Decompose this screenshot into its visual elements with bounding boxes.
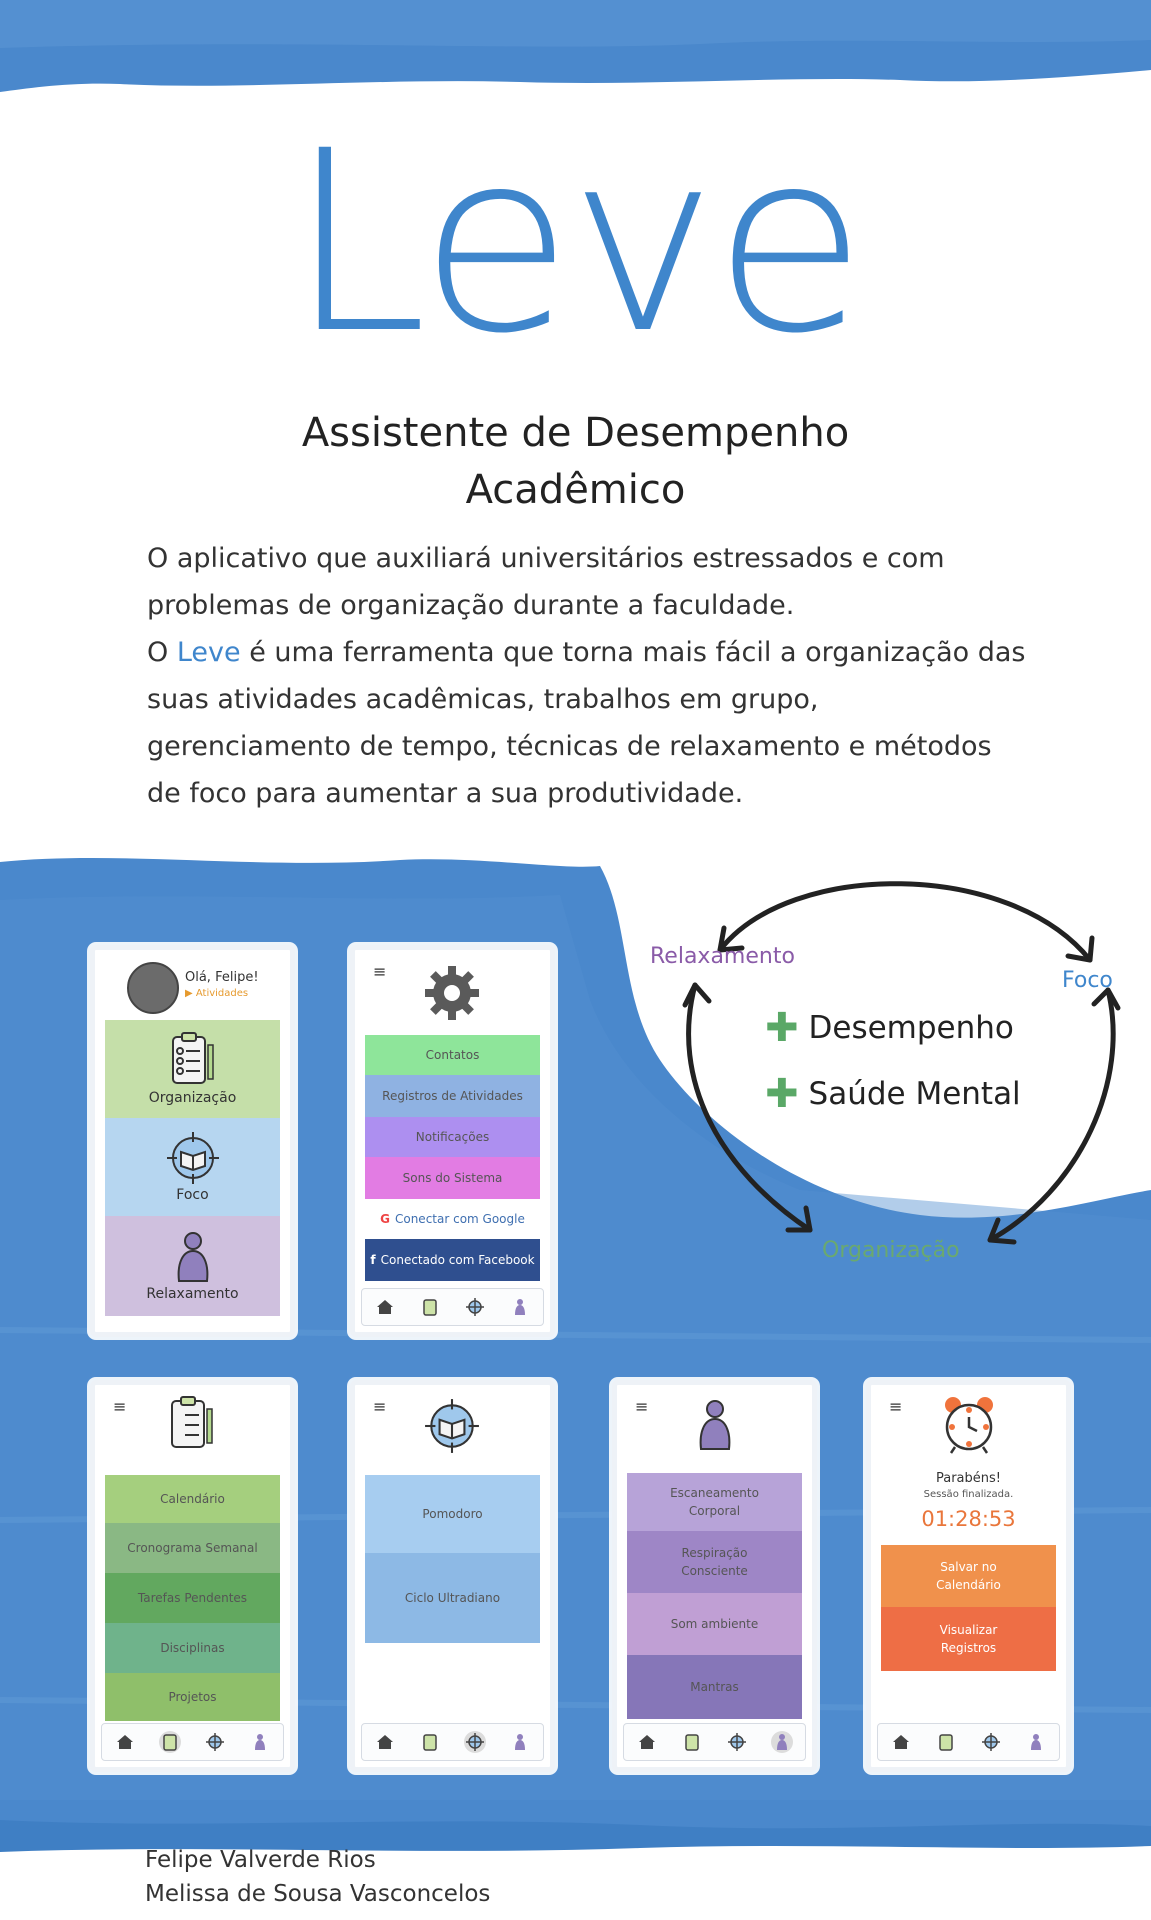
meditation-icon: [171, 1229, 215, 1285]
cycle-label-relaxamento: Relaxamento: [650, 944, 795, 969]
nav-clipboard-icon[interactable]: [419, 1296, 441, 1318]
cycle-label-foco: Foco: [1062, 968, 1113, 993]
arrowhead-left-top: [685, 985, 709, 1005]
benefit-saude-mental: [765, 1071, 1021, 1117]
org-item-calendario[interactable]: Calendário: [105, 1475, 280, 1523]
bottom-nav: [877, 1723, 1060, 1761]
view-records-button[interactable]: Visualizar Registros: [881, 1607, 1056, 1671]
plus-icon: ✚: [765, 1071, 799, 1117]
nav-home-icon[interactable]: [636, 1731, 658, 1753]
nav-clipboard-icon[interactable]: [681, 1731, 703, 1753]
org-item-cronograma[interactable]: Cronograma Semanal: [105, 1523, 280, 1573]
nav-relax-icon[interactable]: [509, 1296, 531, 1318]
menu-icon[interactable]: ≡: [635, 1397, 649, 1416]
greeting: Olá, Felipe!: [185, 970, 259, 985]
timer-value: 01:28:53: [921, 1507, 1016, 1531]
nav-home-icon[interactable]: [374, 1731, 396, 1753]
menu-icon[interactable]: ≡: [373, 1397, 387, 1416]
connect-facebook-button[interactable]: [365, 1239, 540, 1281]
subtitle-line-2: Acadêmico: [465, 467, 686, 513]
foco-item-ciclo[interactable]: Ciclo Ultradiano: [365, 1553, 540, 1643]
nav-relax-icon[interactable]: [771, 1731, 793, 1753]
description-paragraph-2: [147, 629, 1027, 817]
nav-focus-icon[interactable]: [464, 1296, 486, 1318]
relax-item-mantras[interactable]: Mantras: [627, 1655, 802, 1719]
bottom-nav: [361, 1723, 544, 1761]
nav-focus-icon[interactable]: [726, 1731, 748, 1753]
google-icon: G: [380, 1212, 390, 1226]
app-logo: Leve: [288, 97, 863, 388]
nav-relax-icon[interactable]: [1025, 1731, 1047, 1753]
timer-title: Parabéns!: [935, 1471, 1001, 1486]
timer-subtitle: Sessão finalizada.: [923, 1489, 1014, 1500]
subtitle-line-1: Assistente de Desempenho: [301, 410, 850, 456]
nav-relax-icon[interactable]: [509, 1731, 531, 1753]
avatar[interactable]: [127, 962, 179, 1014]
bottom-nav: [361, 1288, 544, 1326]
relax-item-escaneamento[interactable]: Escaneamento Corporal: [627, 1473, 802, 1531]
org-item-projetos[interactable]: Projetos: [105, 1673, 280, 1721]
description-brand: Leve: [176, 637, 241, 668]
description-paragraph-1: O aplicativo que auxiliará universitários estressados e com problemas de organização durante a faculdade.: [147, 543, 945, 621]
play-icon: ▶: [185, 988, 196, 999]
nav-home-icon[interactable]: [890, 1731, 912, 1753]
gear-icon: [423, 964, 481, 1022]
nav-focus-icon[interactable]: [464, 1731, 486, 1753]
settings-item-sons[interactable]: Sons do Sistema: [365, 1157, 540, 1199]
nav-relax-icon[interactable]: [249, 1731, 271, 1753]
section-foco[interactable]: [105, 1118, 280, 1216]
menu-icon[interactable]: ≡: [113, 1397, 127, 1416]
focus-book-icon: [165, 1130, 221, 1186]
nav-clipboard-icon[interactable]: [419, 1731, 441, 1753]
screen-settings: [350, 945, 555, 1337]
credit-author-1: Felipe Valverde Rios: [145, 1847, 376, 1873]
menu-icon[interactable]: ≡: [889, 1397, 903, 1416]
description-prefix: O: [147, 637, 177, 668]
org-item-disciplinas[interactable]: Disciplinas: [105, 1623, 280, 1673]
connect-facebook-label: Conectado com Facebook: [380, 1253, 535, 1267]
benefit-saude-mental-label: Saúde Mental: [808, 1076, 1021, 1112]
menu-icon[interactable]: ≡: [373, 962, 387, 981]
org-item-tarefas[interactable]: Tarefas Pendentes: [105, 1573, 280, 1623]
credits: [145, 1843, 490, 1911]
section-relaxamento-label: Relaxamento: [146, 1286, 239, 1302]
settings-item-notificacoes[interactable]: Notificações: [365, 1117, 540, 1157]
nav-focus-icon[interactable]: [980, 1731, 1002, 1753]
nav-clipboard-icon[interactable]: [935, 1731, 957, 1753]
save-calendar-button[interactable]: Salvar no Calendário: [881, 1545, 1056, 1607]
plus-icon: ✚: [765, 1005, 799, 1051]
activities-link-label: Atividades: [195, 988, 249, 999]
clipboard-icon: [167, 1395, 217, 1453]
screen-home: [90, 945, 295, 1337]
screen-timer: [866, 1380, 1071, 1772]
foco-item-pomodoro[interactable]: Pomodoro: [365, 1475, 540, 1553]
nav-focus-icon[interactable]: [204, 1731, 226, 1753]
section-relaxamento[interactable]: [105, 1216, 280, 1316]
nav-home-icon[interactable]: [374, 1296, 396, 1318]
relax-item-respiracao[interactable]: Respiração Consciente: [627, 1531, 802, 1593]
connect-google-button[interactable]: [365, 1199, 540, 1239]
screen-relaxamento: [612, 1380, 817, 1772]
alarm-clock-icon: [941, 1395, 997, 1455]
credit-author-2: Melissa de Sousa Vasconcelos: [145, 1881, 491, 1907]
settings-item-registros[interactable]: Registros de Atividades: [365, 1075, 540, 1117]
benefit-desempenho: [765, 1005, 1014, 1051]
bottom-nav: [101, 1723, 284, 1761]
screen-foco: [350, 1380, 555, 1772]
nav-clipboard-icon[interactable]: [159, 1731, 181, 1753]
screen-organizacao: [90, 1380, 295, 1772]
cycle-arrows: [650, 840, 1130, 1280]
section-organizacao[interactable]: [105, 1020, 280, 1118]
meditation-icon: [693, 1397, 737, 1453]
nav-home-icon[interactable]: [114, 1731, 136, 1753]
clipboard-icon: [168, 1031, 218, 1089]
activities-link[interactable]: [185, 988, 248, 999]
section-organizacao-label: Organização: [148, 1090, 237, 1106]
bottom-nav: [623, 1723, 806, 1761]
section-foco-label: Foco: [176, 1187, 209, 1203]
settings-item-contatos[interactable]: Contatos: [365, 1035, 540, 1075]
facebook-icon: f: [370, 1253, 376, 1267]
benefit-desempenho-label: Desempenho: [808, 1010, 1014, 1046]
subtitle: [0, 405, 1151, 519]
focus-book-icon: [423, 1397, 481, 1455]
connect-google-label: Conectar com Google: [394, 1212, 525, 1226]
cycle-label-organizacao: Organização: [822, 1238, 960, 1263]
description: [147, 535, 1027, 817]
relax-item-som-ambiente[interactable]: Som ambiente: [627, 1593, 802, 1655]
description-suffix: é uma ferramenta que torna mais fácil a organização das suas atividades acadêmicas, trabalhos em grupo, gerenciamento de tempo, técnicas de relaxamento e métodos de foco para aumentar a sua produtividade.: [147, 637, 1026, 809]
